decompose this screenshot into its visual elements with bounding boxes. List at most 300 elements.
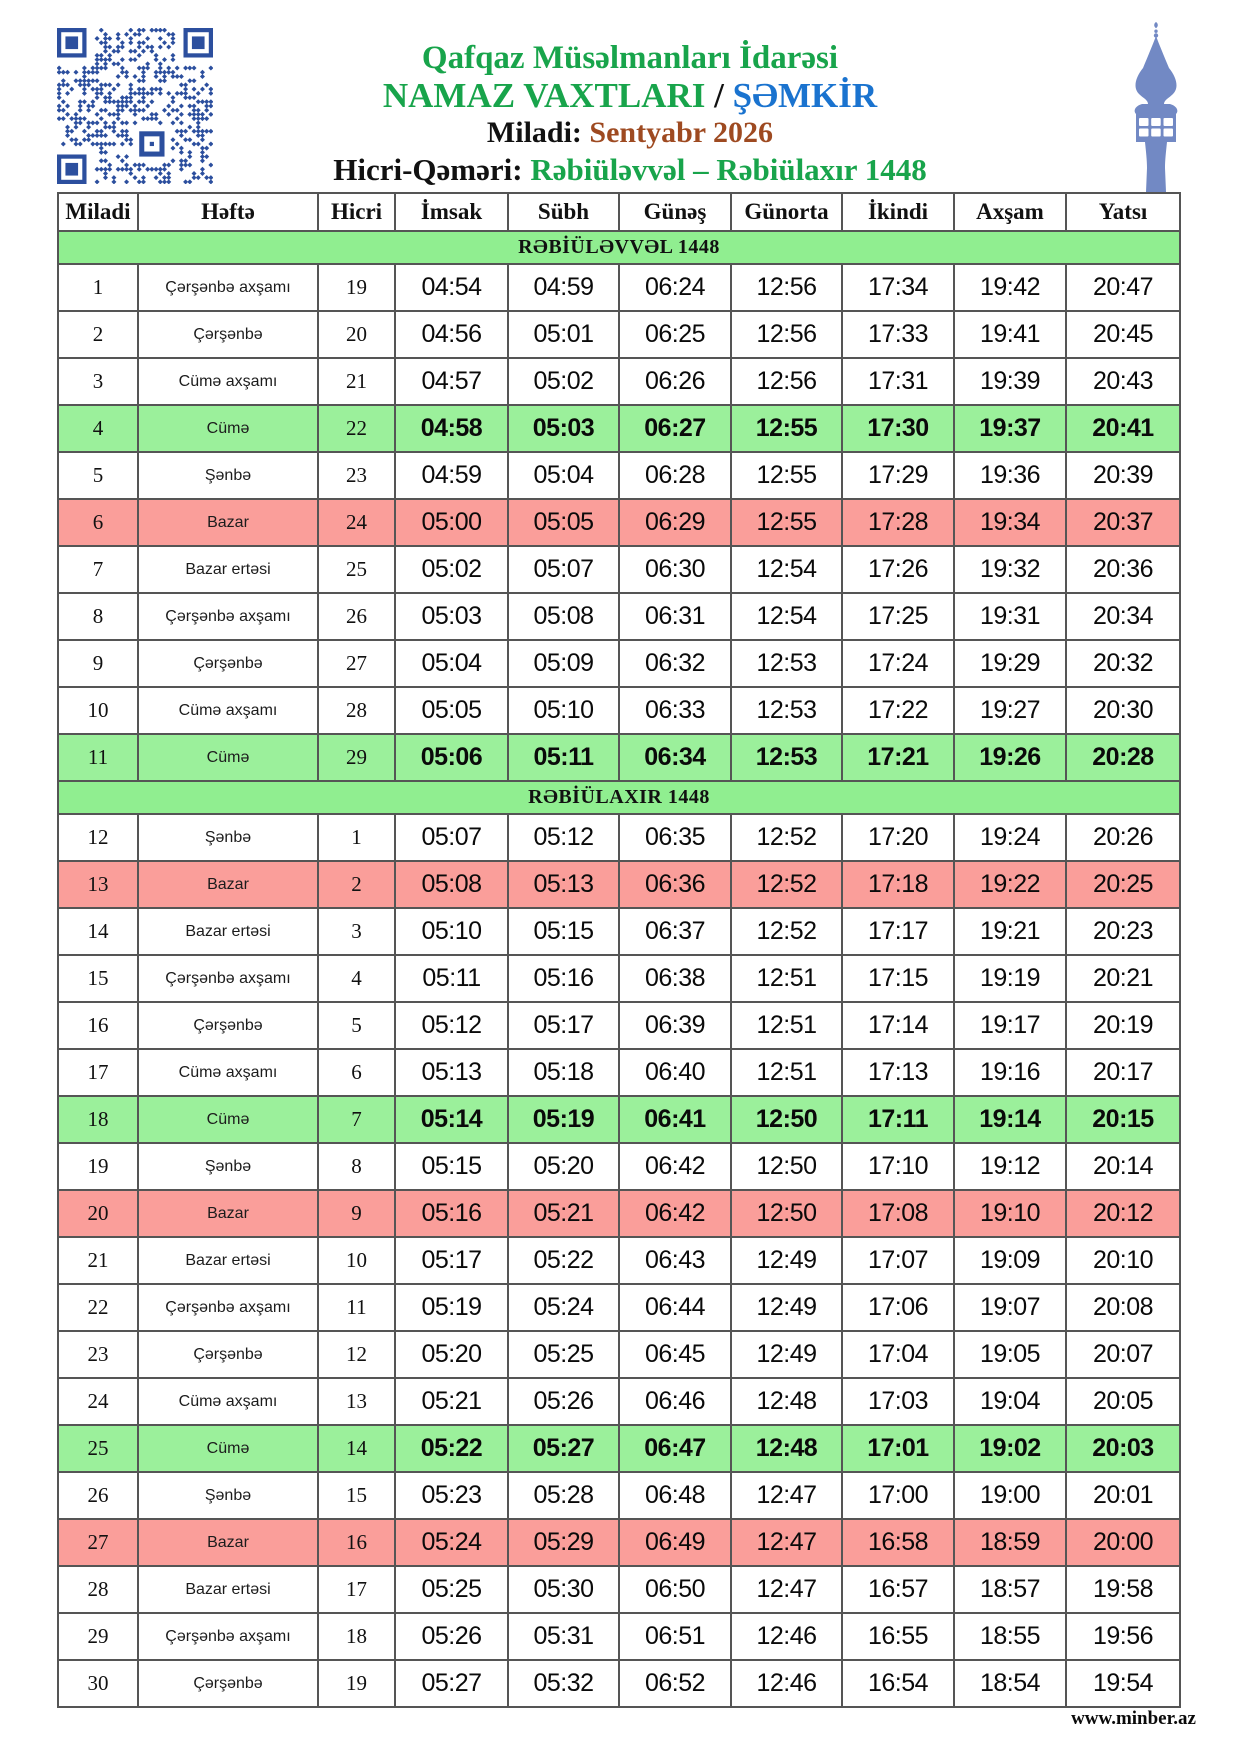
weekday-cell: Cümə axşamı: [138, 358, 318, 405]
hicri-cell: 16: [318, 1519, 395, 1566]
ikindi-cell: 17:07: [842, 1237, 954, 1284]
miladi-cell: 22: [58, 1284, 138, 1331]
yatsi-cell: 19:54: [1066, 1660, 1180, 1707]
yatsi-cell: 20:41: [1066, 405, 1180, 452]
imsak-cell: 05:16: [395, 1190, 508, 1237]
gunorta-cell: 12:53: [731, 640, 842, 687]
imsak-cell: 05:15: [395, 1143, 508, 1190]
yatsi-cell: 20:08: [1066, 1284, 1180, 1331]
column-header-ikindi: İkindi: [842, 193, 954, 231]
weekday-cell: Cümə: [138, 1425, 318, 1472]
subh-cell: 05:09: [508, 640, 619, 687]
subh-cell: 05:11: [508, 734, 619, 781]
ikindi-cell: 17:08: [842, 1190, 954, 1237]
ikindi-cell: 17:15: [842, 955, 954, 1002]
gunorta-cell: 12:48: [731, 1378, 842, 1425]
subh-cell: 05:05: [508, 499, 619, 546]
gunes-cell: 06:48: [619, 1472, 731, 1519]
imsak-cell: 05:23: [395, 1472, 508, 1519]
imsak-cell: 05:20: [395, 1331, 508, 1378]
hicri-cell: 22: [318, 405, 395, 452]
yatsi-cell: 20:32: [1066, 640, 1180, 687]
gunes-cell: 06:38: [619, 955, 731, 1002]
weekday-cell: Şənbə: [138, 1143, 318, 1190]
gunorta-cell: 12:55: [731, 499, 842, 546]
imsak-cell: 05:22: [395, 1425, 508, 1472]
hicri-cell: 19: [318, 264, 395, 311]
miladi-value: Sentyabr 2026: [589, 116, 774, 149]
table-row: [58, 734, 1180, 781]
axsam-cell: 19:07: [954, 1284, 1066, 1331]
gunorta-cell: 12:52: [731, 814, 842, 861]
subh-cell: 05:32: [508, 1660, 619, 1707]
imsak-cell: 04:54: [395, 264, 508, 311]
axsam-cell: 19:17: [954, 1002, 1066, 1049]
weekday-cell: Cümə axşamı: [138, 687, 318, 734]
yatsi-cell: 20:47: [1066, 264, 1180, 311]
subh-cell: 05:19: [508, 1096, 619, 1143]
miladi-cell: 3: [58, 358, 138, 405]
subh-cell: 05:16: [508, 955, 619, 1002]
gunorta-cell: 12:46: [731, 1613, 842, 1660]
gunorta-cell: 12:54: [731, 546, 842, 593]
miladi-cell: 1: [58, 264, 138, 311]
ikindi-cell: 17:14: [842, 1002, 954, 1049]
ikindi-cell: 17:31: [842, 358, 954, 405]
axsam-cell: 19:31: [954, 593, 1066, 640]
miladi-cell: 6: [58, 499, 138, 546]
yatsi-cell: 20:45: [1066, 311, 1180, 358]
imsak-cell: 05:27: [395, 1660, 508, 1707]
imsak-cell: 05:08: [395, 861, 508, 908]
gunes-cell: 06:30: [619, 546, 731, 593]
yatsi-cell: 20:00: [1066, 1519, 1180, 1566]
gunes-cell: 06:37: [619, 908, 731, 955]
header-titles: [215, 40, 1045, 188]
hicri-cell: 19: [318, 1660, 395, 1707]
gunes-cell: 06:39: [619, 1002, 731, 1049]
imsak-cell: 05:03: [395, 593, 508, 640]
subh-cell: 05:24: [508, 1284, 619, 1331]
hicri-cell: 11: [318, 1284, 395, 1331]
subh-cell: 05:30: [508, 1566, 619, 1613]
hicri-cell: 23: [318, 452, 395, 499]
hicri-cell: 8: [318, 1143, 395, 1190]
imsak-cell: 05:07: [395, 814, 508, 861]
subh-cell: 05:13: [508, 861, 619, 908]
column-header-imsak: İmsak: [395, 193, 508, 231]
hicri-cell: 12: [318, 1331, 395, 1378]
gunes-cell: 06:44: [619, 1284, 731, 1331]
table-row: [58, 1331, 1180, 1378]
yatsi-cell: 20:10: [1066, 1237, 1180, 1284]
subh-cell: 05:21: [508, 1190, 619, 1237]
gunorta-cell: 12:50: [731, 1143, 842, 1190]
subh-cell: 05:04: [508, 452, 619, 499]
weekday-cell: Bazar ertəsi: [138, 1237, 318, 1284]
column-header-hefte: Həftə: [138, 193, 318, 231]
miladi-cell: 20: [58, 1190, 138, 1237]
ikindi-cell: 17:33: [842, 311, 954, 358]
table-row: [58, 1660, 1180, 1707]
gunes-cell: 06:51: [619, 1613, 731, 1660]
imsak-cell: 05:06: [395, 734, 508, 781]
axsam-cell: 19:12: [954, 1143, 1066, 1190]
table-row: [58, 1519, 1180, 1566]
qr-code-icon: [57, 28, 213, 184]
weekday-cell: Şənbə: [138, 814, 318, 861]
ikindi-cell: 17:30: [842, 405, 954, 452]
gunorta-cell: 12:47: [731, 1472, 842, 1519]
column-header-axsam: Axşam: [954, 193, 1066, 231]
weekday-cell: Şənbə: [138, 452, 318, 499]
column-header-gunorta: Günorta: [731, 193, 842, 231]
weekday-cell: Cümə: [138, 1096, 318, 1143]
gunorta-cell: 12:47: [731, 1519, 842, 1566]
yatsi-cell: 20:30: [1066, 687, 1180, 734]
yatsi-cell: 20:23: [1066, 908, 1180, 955]
city-name: ŞƏMKİR: [732, 76, 878, 115]
ikindi-cell: 16:54: [842, 1660, 954, 1707]
imsak-cell: 05:19: [395, 1284, 508, 1331]
miladi-cell: 12: [58, 814, 138, 861]
subh-cell: 05:02: [508, 358, 619, 405]
gunes-cell: 06:47: [619, 1425, 731, 1472]
hicri-cell: 17: [318, 1566, 395, 1613]
axsam-cell: 19:41: [954, 311, 1066, 358]
subh-cell: 05:28: [508, 1472, 619, 1519]
weekday-cell: Cümə: [138, 734, 318, 781]
gunorta-cell: 12:51: [731, 955, 842, 1002]
gunorta-cell: 12:56: [731, 311, 842, 358]
subh-cell: 05:22: [508, 1237, 619, 1284]
miladi-cell: 27: [58, 1519, 138, 1566]
weekday-cell: Cümə axşamı: [138, 1049, 318, 1096]
ikindi-cell: 17:28: [842, 499, 954, 546]
axsam-cell: 18:57: [954, 1566, 1066, 1613]
table-row: [58, 311, 1180, 358]
table-row: [58, 593, 1180, 640]
table-row: [58, 861, 1180, 908]
org-title: Qafqaz Müsəlmanları İdarəsi: [421, 40, 839, 76]
gunes-cell: 06:33: [619, 687, 731, 734]
table-row: [58, 908, 1180, 955]
weekday-cell: Çərşənbə axşamı: [138, 264, 318, 311]
footer-website: www.minber.az: [1071, 1708, 1196, 1729]
hicri-cell: 15: [318, 1472, 395, 1519]
yatsi-cell: 20:01: [1066, 1472, 1180, 1519]
month-section-title: RƏBİÜLAXIR 1448: [58, 781, 1180, 814]
subh-cell: 05:15: [508, 908, 619, 955]
table-row: [58, 814, 1180, 861]
table-row: [58, 1472, 1180, 1519]
month-section-title: RƏBİÜLƏVVƏL 1448: [58, 231, 1180, 264]
ikindi-cell: 16:55: [842, 1613, 954, 1660]
table-row: [58, 499, 1180, 546]
gunes-cell: 06:24: [619, 264, 731, 311]
gunorta-cell: 12:55: [731, 452, 842, 499]
yatsi-cell: 20:21: [1066, 955, 1180, 1002]
imsak-cell: 05:02: [395, 546, 508, 593]
weekday-cell: Çərşənbə: [138, 1331, 318, 1378]
gunes-cell: 06:26: [619, 358, 731, 405]
hicri-cell: 7: [318, 1096, 395, 1143]
hicri-cell: 6: [318, 1049, 395, 1096]
subh-cell: 05:12: [508, 814, 619, 861]
gunorta-cell: 12:56: [731, 358, 842, 405]
axsam-cell: 19:22: [954, 861, 1066, 908]
table-row: [58, 405, 1180, 452]
gunorta-cell: 12:52: [731, 861, 842, 908]
weekday-cell: Şənbə: [138, 1472, 318, 1519]
column-header-miladi: Miladi: [58, 193, 138, 231]
hicri-cell: 9: [318, 1190, 395, 1237]
page-title-text: NAMAZ VAXTLARI: [382, 76, 706, 115]
subh-cell: 05:18: [508, 1049, 619, 1096]
ikindi-cell: 17:01: [842, 1425, 954, 1472]
miladi-cell: 18: [58, 1096, 138, 1143]
miladi-cell: 7: [58, 546, 138, 593]
axsam-cell: 19:24: [954, 814, 1066, 861]
weekday-cell: Bazar: [138, 1190, 318, 1237]
column-header-yatsi: Yatsı: [1066, 193, 1180, 231]
hicri-cell: 27: [318, 640, 395, 687]
miladi-label: Miladi:: [486, 116, 582, 149]
miladi-cell: 28: [58, 1566, 138, 1613]
weekday-cell: Bazar ertəsi: [138, 908, 318, 955]
hicri-line: [215, 151, 1045, 188]
ikindi-cell: 17:22: [842, 687, 954, 734]
yatsi-cell: 20:34: [1066, 593, 1180, 640]
hicri-cell: 5: [318, 1002, 395, 1049]
hicri-cell: 29: [318, 734, 395, 781]
miladi-cell: 9: [58, 640, 138, 687]
miladi-cell: 5: [58, 452, 138, 499]
axsam-cell: 19:04: [954, 1378, 1066, 1425]
hicri-cell: 13: [318, 1378, 395, 1425]
hicri-cell: 18: [318, 1613, 395, 1660]
weekday-cell: Çərşənbə: [138, 311, 318, 358]
miladi-cell: 24: [58, 1378, 138, 1425]
gunes-cell: 06:49: [619, 1519, 731, 1566]
weekday-cell: Çərşənbə axşamı: [138, 593, 318, 640]
subh-cell: 05:03: [508, 405, 619, 452]
gunorta-cell: 12:49: [731, 1237, 842, 1284]
hicri-cell: 26: [318, 593, 395, 640]
yatsi-cell: 20:03: [1066, 1425, 1180, 1472]
weekday-cell: Çərşənbə axşamı: [138, 1613, 318, 1660]
imsak-cell: 04:56: [395, 311, 508, 358]
miladi-cell: 4: [58, 405, 138, 452]
gunorta-cell: 12:49: [731, 1331, 842, 1378]
miladi-cell: 15: [58, 955, 138, 1002]
table-row: [58, 358, 1180, 405]
gunorta-cell: 12:56: [731, 264, 842, 311]
miladi-cell: 26: [58, 1472, 138, 1519]
axsam-cell: 19:00: [954, 1472, 1066, 1519]
weekday-cell: Çərşənbə: [138, 1660, 318, 1707]
axsam-cell: 19:42: [954, 264, 1066, 311]
ikindi-cell: 16:57: [842, 1566, 954, 1613]
gunorta-cell: 12:55: [731, 405, 842, 452]
weekday-cell: Bazar: [138, 861, 318, 908]
weekday-cell: Bazar ertəsi: [138, 1566, 318, 1613]
table-row: [58, 1237, 1180, 1284]
weekday-cell: Bazar ertəsi: [138, 546, 318, 593]
gunes-cell: 06:34: [619, 734, 731, 781]
month-section-header: [58, 781, 1180, 814]
axsam-cell: 18:54: [954, 1660, 1066, 1707]
yatsi-cell: 20:43: [1066, 358, 1180, 405]
weekday-cell: Bazar: [138, 499, 318, 546]
hicri-cell: 25: [318, 546, 395, 593]
axsam-cell: 19:29: [954, 640, 1066, 687]
miladi-cell: 30: [58, 1660, 138, 1707]
table-row: [58, 264, 1180, 311]
title-separator: /: [714, 76, 724, 115]
axsam-cell: 19:37: [954, 405, 1066, 452]
weekday-cell: Çərşənbə axşamı: [138, 955, 318, 1002]
subh-cell: 05:08: [508, 593, 619, 640]
weekday-cell: Çərşənbə: [138, 1002, 318, 1049]
imsak-cell: 05:00: [395, 499, 508, 546]
imsak-cell: 04:59: [395, 452, 508, 499]
miladi-line: [215, 114, 1045, 151]
subh-cell: 05:27: [508, 1425, 619, 1472]
gunorta-cell: 12:53: [731, 687, 842, 734]
weekday-cell: Çərşənbə: [138, 640, 318, 687]
axsam-cell: 19:14: [954, 1096, 1066, 1143]
hicri-cell: 14: [318, 1425, 395, 1472]
imsak-cell: 04:58: [395, 405, 508, 452]
yatsi-cell: 20:28: [1066, 734, 1180, 781]
subh-cell: 05:20: [508, 1143, 619, 1190]
hicri-value: Rəbiüləvvəl – Rəbiülaxır 1448: [530, 152, 927, 187]
axsam-cell: 18:55: [954, 1613, 1066, 1660]
axsam-cell: 19:21: [954, 908, 1066, 955]
gunorta-cell: 12:50: [731, 1096, 842, 1143]
table-row: [58, 1143, 1180, 1190]
ikindi-cell: 17:20: [842, 814, 954, 861]
hicri-label: Hicri-Qəməri:: [333, 152, 523, 187]
imsak-cell: 05:14: [395, 1096, 508, 1143]
hicri-cell: 20: [318, 311, 395, 358]
table-row: [58, 546, 1180, 593]
ikindi-cell: 17:00: [842, 1472, 954, 1519]
imsak-cell: 05:13: [395, 1049, 508, 1096]
miladi-cell: 14: [58, 908, 138, 955]
gunorta-cell: 12:49: [731, 1284, 842, 1331]
hicri-cell: 28: [318, 687, 395, 734]
axsam-cell: 19:09: [954, 1237, 1066, 1284]
gunorta-cell: 12:54: [731, 593, 842, 640]
weekday-cell: Cümə: [138, 405, 318, 452]
imsak-cell: 05:25: [395, 1566, 508, 1613]
gunes-cell: 06:46: [619, 1378, 731, 1425]
imsak-cell: 05:24: [395, 1519, 508, 1566]
gunes-cell: 06:42: [619, 1190, 731, 1237]
imsak-cell: 05:26: [395, 1613, 508, 1660]
table-row: [58, 1613, 1180, 1660]
subh-cell: 04:59: [508, 264, 619, 311]
hicri-cell: 24: [318, 499, 395, 546]
ikindi-cell: 17:18: [842, 861, 954, 908]
hicri-cell: 1: [318, 814, 395, 861]
subh-cell: 05:07: [508, 546, 619, 593]
miladi-cell: 2: [58, 311, 138, 358]
yatsi-cell: 19:56: [1066, 1613, 1180, 1660]
gunes-cell: 06:52: [619, 1660, 731, 1707]
ikindi-cell: 17:11: [842, 1096, 954, 1143]
gunes-cell: 06:42: [619, 1143, 731, 1190]
gunes-cell: 06:35: [619, 814, 731, 861]
weekday-cell: Çərşənbə axşamı: [138, 1284, 318, 1331]
subh-cell: 05:26: [508, 1378, 619, 1425]
prayer-times-table: [57, 192, 1181, 1708]
yatsi-cell: 19:58: [1066, 1566, 1180, 1613]
ikindi-cell: 17:24: [842, 640, 954, 687]
table-row: [58, 1284, 1180, 1331]
subh-cell: 05:17: [508, 1002, 619, 1049]
axsam-cell: 19:36: [954, 452, 1066, 499]
hicri-cell: 10: [318, 1237, 395, 1284]
miladi-cell: 17: [58, 1049, 138, 1096]
subh-cell: 05:01: [508, 311, 619, 358]
ikindi-cell: 17:26: [842, 546, 954, 593]
month-section-header: [58, 231, 1180, 264]
axsam-cell: 19:02: [954, 1425, 1066, 1472]
yatsi-cell: 20:36: [1066, 546, 1180, 593]
gunorta-cell: 12:47: [731, 1566, 842, 1613]
imsak-cell: 05:17: [395, 1237, 508, 1284]
gunes-cell: 06:41: [619, 1096, 731, 1143]
gunorta-cell: 12:46: [731, 1660, 842, 1707]
table-row: [58, 1425, 1180, 1472]
miladi-cell: 29: [58, 1613, 138, 1660]
table-row: [58, 1378, 1180, 1425]
miladi-cell: 16: [58, 1002, 138, 1049]
ikindi-cell: 16:58: [842, 1519, 954, 1566]
hicri-cell: 4: [318, 955, 395, 1002]
imsak-cell: 05:05: [395, 687, 508, 734]
ikindi-cell: 17:13: [842, 1049, 954, 1096]
gunes-cell: 06:40: [619, 1049, 731, 1096]
yatsi-cell: 20:39: [1066, 452, 1180, 499]
table-row: [58, 955, 1180, 1002]
gunes-cell: 06:28: [619, 452, 731, 499]
ikindi-cell: 17:21: [842, 734, 954, 781]
imsak-cell: 05:04: [395, 640, 508, 687]
gunes-cell: 06:27: [619, 405, 731, 452]
subh-cell: 05:31: [508, 1613, 619, 1660]
subh-cell: 05:25: [508, 1331, 619, 1378]
imsak-cell: 04:57: [395, 358, 508, 405]
miladi-cell: 25: [58, 1425, 138, 1472]
imsak-cell: 05:21: [395, 1378, 508, 1425]
gunorta-cell: 12:52: [731, 908, 842, 955]
axsam-cell: 19:10: [954, 1190, 1066, 1237]
axsam-cell: 18:59: [954, 1519, 1066, 1566]
yatsi-cell: 20:26: [1066, 814, 1180, 861]
gunes-cell: 06:32: [619, 640, 731, 687]
axsam-cell: 19:27: [954, 687, 1066, 734]
hicri-cell: 21: [318, 358, 395, 405]
ikindi-cell: 17:03: [842, 1378, 954, 1425]
gunorta-cell: 12:51: [731, 1002, 842, 1049]
yatsi-cell: 20:19: [1066, 1002, 1180, 1049]
weekday-cell: Bazar: [138, 1519, 318, 1566]
table-row: [58, 1566, 1180, 1613]
